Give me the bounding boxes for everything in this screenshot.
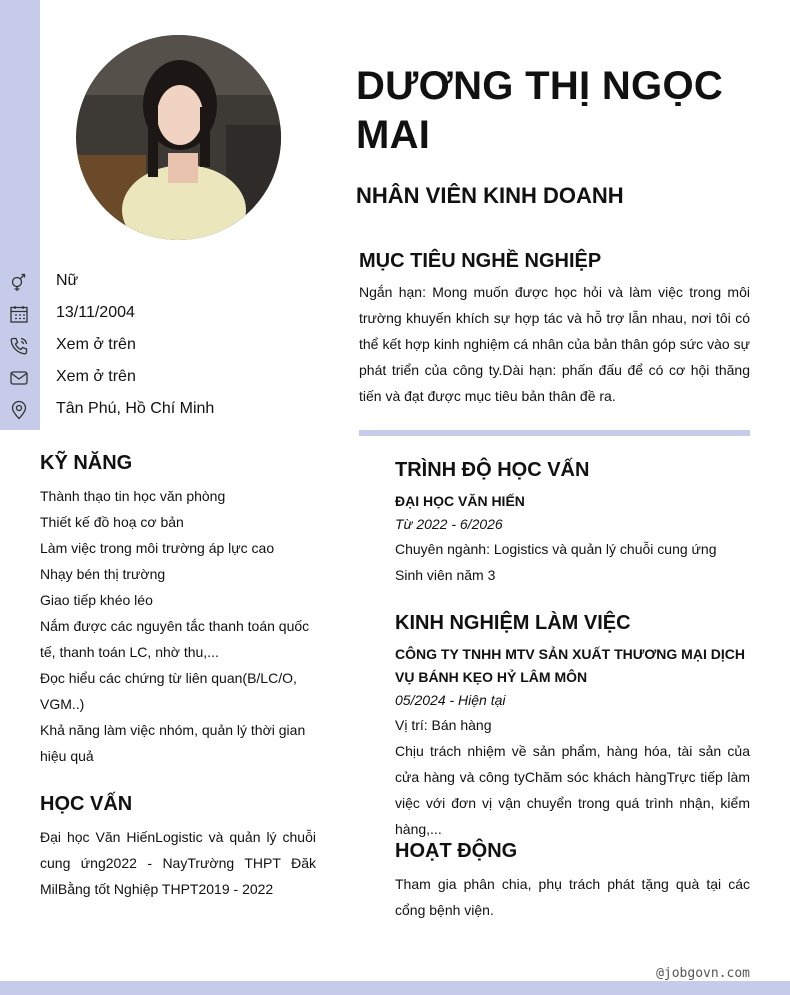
profile-photo xyxy=(76,35,281,240)
career-objective-title: MỤC TIÊU NGHỀ NGHIỆP xyxy=(359,250,602,272)
candidate-name: DƯƠNG THỊ NGỌC MAI xyxy=(356,64,724,157)
address-text: Tân Phú, Hồ Chí Minh xyxy=(56,400,215,417)
education-summary-section xyxy=(40,793,316,902)
skills-section xyxy=(40,452,318,769)
skill-item: Thành thạo tin học văn phòng xyxy=(40,488,226,504)
experience-description: Chịu trách nhiệm về sản phẩm, hàng hóa, tài sản của cửa hàng và công tyChăm sóc khách hàngTrực tiếp làm việc với đơn vị vận chuyển trong quá trình nhận, kiểm hàng,... xyxy=(395,743,750,837)
company-name: CÔNG TY TNHH MTV SẢN XUẤT THƯƠNG MẠI DỊCH VỤ BÁNH KẸO HỶ LÂM MÔN xyxy=(395,646,745,685)
personal-info-list xyxy=(0,266,320,426)
activities-title: HOẠT ĐỘNG xyxy=(395,840,518,862)
section-divider xyxy=(359,430,750,436)
gender-icon xyxy=(9,272,29,292)
education-summary-text: Đại học Văn HiếnLogistic và quản lý chuỗi cung ứng2022 - NayTrường THPT Đăk MilBằng tốt Nghiệp THPT2019 - 2022 xyxy=(40,829,316,897)
info-phone xyxy=(0,330,320,362)
education-summary-title: HỌC VẤN xyxy=(40,793,133,815)
skill-item: Nhạy bén thị trường xyxy=(40,566,166,582)
info-email xyxy=(0,362,320,394)
phone-icon xyxy=(9,336,29,356)
education-major: Chuyên ngành: Logistics và quản lý chuỗi cung ứng xyxy=(395,541,717,557)
calendar-icon xyxy=(9,304,29,324)
education-period: Từ 2022 - 6/2026 xyxy=(395,516,503,532)
career-objective-text: Ngắn hạn: Mong muốn được học hỏi và làm việc trong môi trường khuyến khích sự hợp tác và hỗ trợ lẫn nhau, nơi tôi có thể kết hợp kinh nghiệm cá nhân của bản thân góp sức vào sự phát triển của công ty.Dài hạn: phấn đấu để có cơ hội thăng tiến và đạt được mục tiêu bản thân đề ra. xyxy=(359,284,750,404)
experience-period: 05/2024 - Hiện tại xyxy=(395,692,506,708)
skill-item: Đọc hiểu các chứng từ liên quan(B/LC/O, VGM..) xyxy=(40,670,297,712)
skills-list xyxy=(40,483,318,769)
education-year: Sinh viên năm 3 xyxy=(395,567,496,583)
skills-title: KỸ NĂNG xyxy=(40,452,133,474)
location-icon xyxy=(9,400,29,420)
gender-text: Nữ xyxy=(56,272,79,289)
career-objective-section xyxy=(359,250,750,409)
experience-section xyxy=(395,612,750,842)
skill-item: Giao tiếp khéo léo xyxy=(40,592,153,608)
skill-item: Thiết kế đồ hoạ cơ bản xyxy=(40,514,184,530)
skill-item: Làm việc trong môi trường áp lực cao xyxy=(40,540,275,556)
education-section xyxy=(395,459,750,588)
school-name: ĐẠI HỌC VĂN HIẾN xyxy=(395,493,525,509)
activities-text: Tham gia phân chia, phụ trách phát tặng quà tại các cổng bệnh viện. xyxy=(395,876,750,918)
skill-item: Khả năng làm việc nhóm, quản lý thời gian hiệu quả xyxy=(40,722,306,764)
phone-text: Xem ở trên xyxy=(56,336,136,353)
info-address xyxy=(0,394,320,426)
bottom-accent-bar xyxy=(0,981,790,995)
experience-title: KINH NGHIỆM LÀM VIỆC xyxy=(395,612,631,634)
birthday-text: 13/11/2004 xyxy=(56,304,135,321)
email-text: Xem ở trên xyxy=(56,368,136,385)
education-title: TRÌNH ĐỘ HỌC VẤN xyxy=(395,459,590,481)
info-gender xyxy=(0,266,320,298)
watermark-text: @jobgovn.com xyxy=(656,966,750,981)
email-icon xyxy=(9,368,29,388)
info-birthday xyxy=(0,298,320,330)
skill-item: Nắm được các nguyên tắc thanh toán quốc tế, thanh toán LC, nhờ thu,... xyxy=(40,618,310,660)
job-title: NHÂN VIÊN KINH DOANH xyxy=(356,183,624,208)
activities-section xyxy=(395,840,750,923)
experience-position: Vị trí: Bán hàng xyxy=(395,717,492,733)
